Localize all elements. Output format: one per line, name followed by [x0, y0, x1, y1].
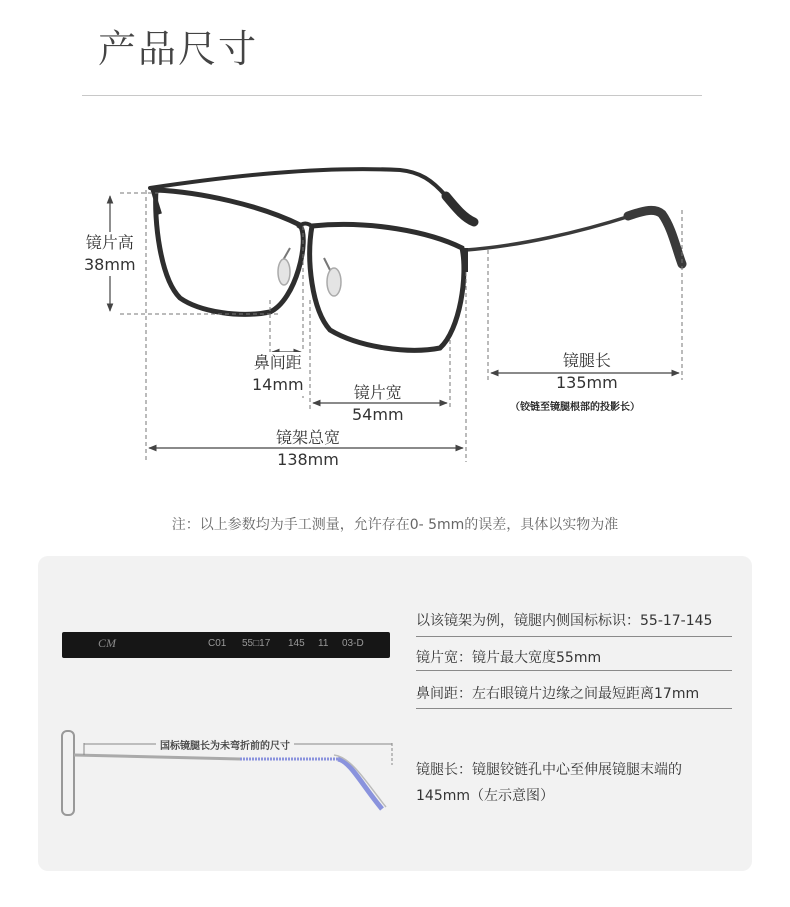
lens-height-label: 镜片高 38mm: [84, 233, 136, 274]
bridge-label: 鼻间距 14mm: [252, 353, 304, 394]
page-title: 产品尺寸: [98, 27, 259, 71]
bridge: [298, 224, 314, 229]
temple-note: （铰链至镜腿根部的投影长）: [510, 402, 640, 413]
marking-temple-code: 145: [288, 638, 305, 649]
marking-code-11: 11: [318, 638, 329, 649]
info-line-temple-cont: 145mm（左示意图）: [416, 788, 554, 804]
side-caption: 国标镜腿长为未弯折前的尺寸: [156, 737, 294, 752]
marking-code-03d: 03-D: [342, 638, 364, 649]
info-line-lens-width: 镜片宽：镜片最大宽度55mm: [416, 650, 602, 666]
info-divider-3: [416, 708, 732, 709]
info-line-bridge: 鼻间距：左右眼镜片边缘之间最短距离17mm: [416, 686, 700, 702]
front-temple: [466, 210, 682, 264]
temple-marking-bar: [62, 632, 390, 658]
info-divider-2: [416, 670, 732, 671]
lens-width-label: 镜片宽 54mm: [352, 383, 404, 424]
brand-logo: CM: [98, 636, 116, 650]
info-line-temple: 镜腿长：镜腿铰链孔中心至伸展镜腿末端的: [416, 762, 682, 778]
left-lens-frame: [156, 190, 304, 314]
title-divider: [82, 95, 702, 96]
info-line-marking: 以该镜架为例，镜腿内侧国标标识：55-17-145: [416, 613, 713, 629]
temple-label: 镜腿长 135mm: [556, 351, 618, 392]
glasses-diagram: [0, 150, 790, 480]
marking-color-code: C01: [208, 638, 227, 649]
measurement-note: 注：以上参数均为手工测量，允许存在0- 5mm的误差，具体以实物为准: [171, 517, 619, 533]
info-divider-1: [416, 636, 732, 637]
total-width-label: 镜架总宽 138mm: [276, 428, 341, 469]
marking-size-code: 55□17: [242, 638, 271, 649]
